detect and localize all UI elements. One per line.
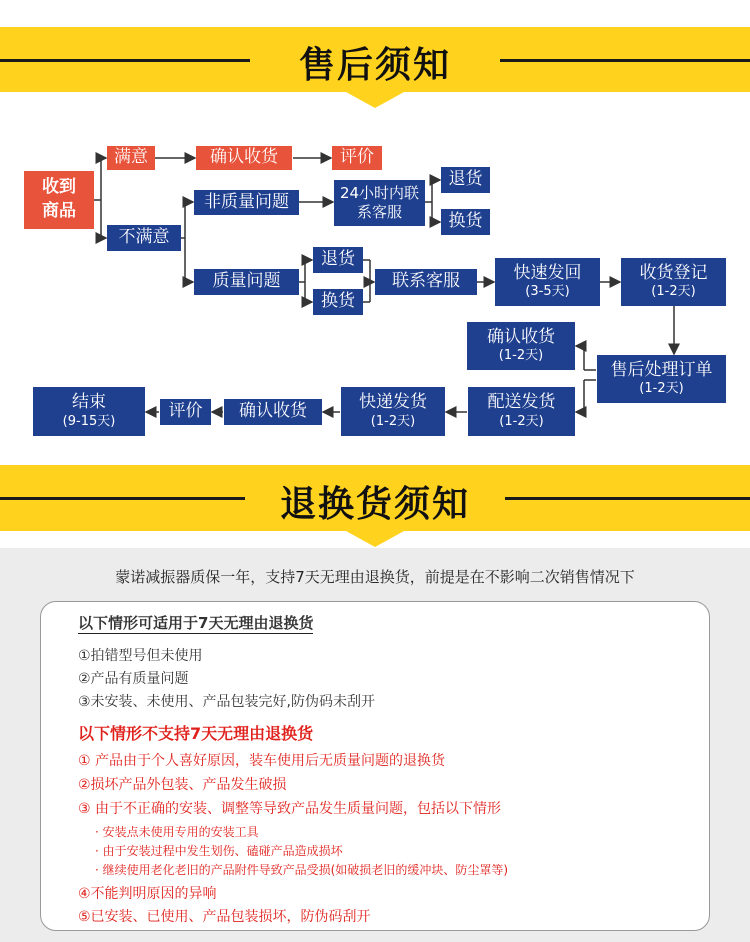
node-non-quality-label: 非质量问题 [204,191,289,212]
node-delivery-duration: (1-2天) [499,413,544,429]
applicable-header [78,612,313,633]
node-delivery-label: 配送发货 [487,392,556,413]
node-express-ship-duration: (1-2天) [370,413,416,429]
warranty-notice: 蒙诺减振器质保一年，支持7天无理由退换货，前提是在不影响二次销售情况下 [115,568,635,586]
not-applicable-item-4: ④不能判明原因的异响 [78,886,217,902]
not-applicable-item-5: ⑤已安装、已使用、产品包装损坏，防伪码刮开 [78,909,371,925]
node-return-top-label: 退货 [448,169,483,190]
node-exchange-top [441,209,490,235]
node-express-ship [341,387,445,436]
returns-title-pointer [346,531,404,547]
node-contact-service [375,269,477,295]
node-confirm-receipt-bottom-label: 确认收货 [239,401,307,422]
applicable-header-text: 以下情形可适用于7天无理由退换货 [78,614,314,632]
node-express-ship-label: 快递发货 [359,392,427,413]
node-end-label: 结束 [72,392,106,413]
applicable-item-1: ①拍错型号但未使用 [78,648,203,664]
node-receipt-register [621,258,726,306]
node-express-return-duration: (3-5天) [525,284,570,300]
node-delivery [468,387,575,436]
not-applicable-header [78,721,313,744]
node-contact-service-label: 联系客服 [392,271,460,292]
node-review-top-label: 评价 [340,147,374,168]
node-return-top [441,167,490,193]
node-review-top [332,146,382,170]
node-confirm-receipt-top [196,146,292,170]
node-quality [194,269,299,295]
not-applicable-item-1: ① 产品由于个人喜好原因，装车使用后无质量问题的退换货 [78,753,445,769]
node-receipt-register-label: 收货登记 [639,262,708,283]
node-exchange-mid [313,289,363,315]
returns-title: 退换货须知 [279,484,470,525]
node-confirm-receipt-mid [467,322,575,370]
node-confirm-receipt-mid-label: 确认收货 [487,326,555,347]
node-quality-label: 质量问题 [212,271,281,292]
node-aftersale-order-duration: (1-2天) [639,381,684,397]
node-non-quality [194,190,299,215]
node-unsatisfied-label: 不满意 [118,227,170,248]
sub-item-3: · 继续使用老化老旧的产品附件导致产品受损(如破损老旧的缓冲块、防尘罩等) [95,863,508,877]
node-unsatisfied [107,225,181,251]
node-end [33,387,145,436]
not-applicable-item-2: ②损坏产品外包装、产品发生破损 [78,777,287,793]
node-aftersale-order-label: 售后处理订单 [610,359,713,380]
node-receive-goods-label: 收到商品 [42,177,76,221]
returns-title-band [0,465,750,531]
node-satisfied-label: 满意 [114,147,148,168]
node-review-bottom-label: 评价 [168,401,203,422]
aftersale-title: 售后须知 [298,45,451,86]
node-return-mid [313,247,363,273]
node-return-mid-label: 退货 [321,249,355,270]
node-exchange-top-label: 换货 [448,211,483,232]
not-applicable-header-text: 以下情形不支持7天无理由退换货 [78,724,314,743]
node-confirm-receipt-mid-duration: (1-2天) [498,348,544,364]
not-applicable-item-3: ③ 由于不正确的安装、调整等导致产品发生质量问题，包括以下情形 [78,801,501,817]
node-end-duration: (9-15天) [62,413,116,429]
sub-item-1: · 安装点未使用专用的安装工具 [95,825,259,839]
node-satisfied [107,146,155,170]
node-receipt-register-duration: (1-2天) [651,284,696,300]
node-contact-24h-label: 24小时内联系客服 [339,183,420,221]
node-exchange-mid-label: 换货 [321,291,355,312]
node-contact-24h [334,180,425,226]
node-confirm-receipt-top-label: 确认收货 [210,147,278,168]
node-confirm-receipt-bottom [224,399,322,425]
node-aftersale-order [597,355,726,403]
node-express-return [495,258,600,306]
applicable-item-3: ③未安装、未使用、产品包装完好,防伪码未刮开 [78,694,375,710]
node-express-return-label: 快速发回 [513,262,582,283]
sub-item-2: · 由于安装过程中发生划伤、磕碰产品造成损坏 [95,844,343,858]
applicable-item-2: ②产品有质量问题 [78,671,189,687]
node-review-bottom [160,399,211,425]
node-receive-goods [24,171,94,229]
